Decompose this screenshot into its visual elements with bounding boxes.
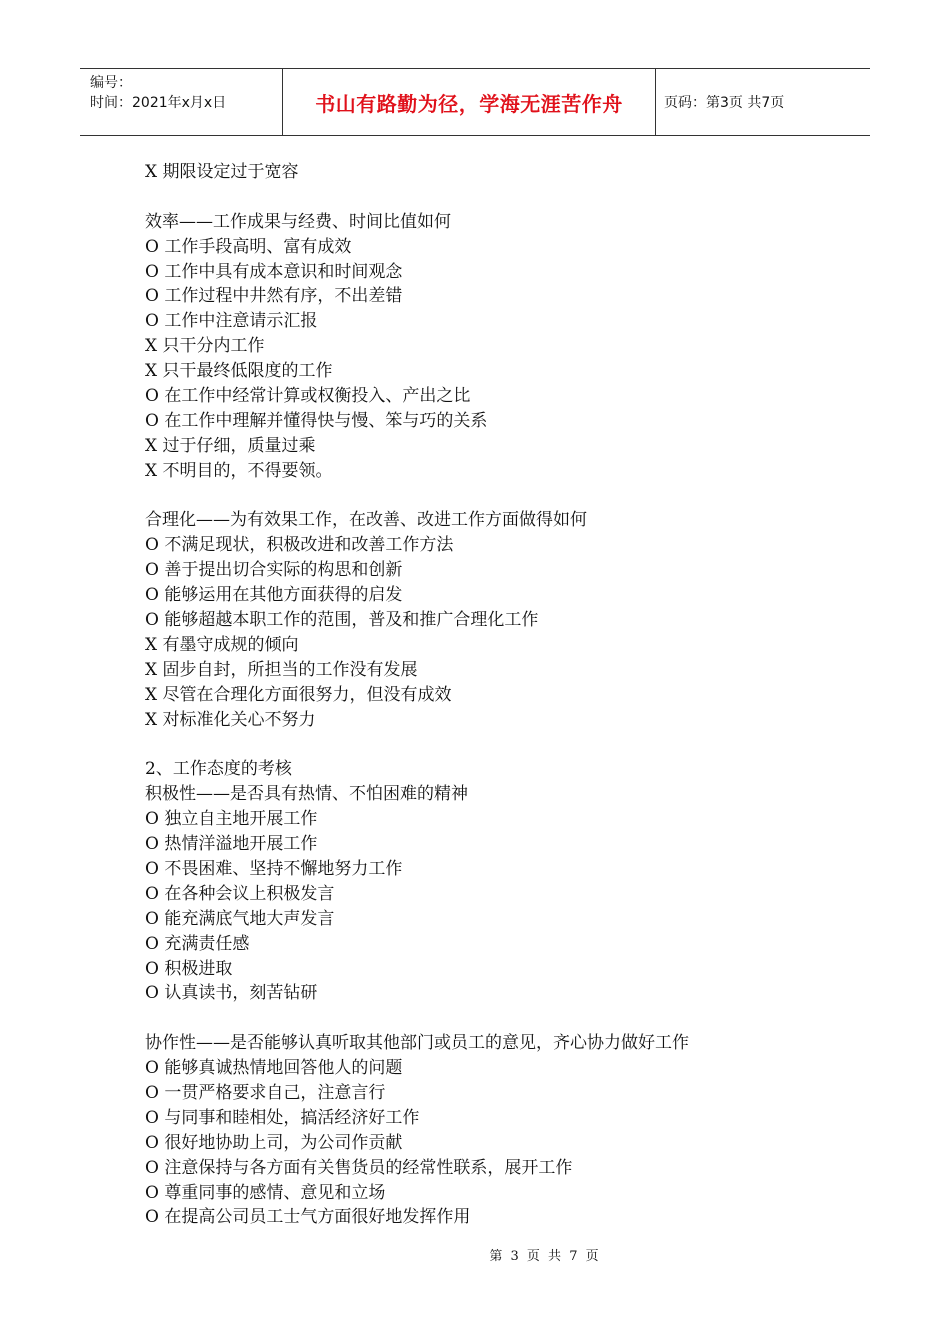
text-line: 积极性——是否具有热情、不怕困难的精神 [145,784,468,805]
text-line: O 与同事和睦相处，搞活经济好工作 [145,1107,420,1128]
text-line: O 工作过程中井然有序，不出差错 [145,286,403,307]
text-line: 效率——工作成果与经费、时间比值如何 [145,211,451,232]
text-line: X 有墨守成规的倾向 [145,634,299,655]
text-line: O 工作中注意请示汇报 [145,311,318,332]
text-line: X 不明目的，不得要领。 [145,460,333,481]
text-line: 2、工作态度的考核 [145,759,292,780]
page-footer: 第 3 页 共 7 页 [489,1249,601,1264]
text-line: O 独立自主地开展工作 [145,809,318,830]
text-line: X 只干分内工作 [145,336,265,357]
text-line: O 能够运用在其他方面获得的启发 [145,585,403,606]
text-line: O 积极进取 [145,958,233,979]
blank-line [145,1006,825,1031]
text-line: 协作性——是否能够认真听取其他部门或员工的意见，齐心协力做好工作 [145,1033,689,1054]
text-line: O 能够真诚热情地回答他人的问题 [145,1058,403,1079]
text-line: O 充满责任感 [145,933,250,954]
blank-line [145,484,825,509]
text-line: O 工作手段高明、富有成效 [145,236,352,257]
page-header [80,68,870,136]
text-line: O 很好地协助上司，为公司作贡献 [145,1132,403,1153]
text-line: O 不畏困难、坚持不懈地努力工作 [145,858,403,879]
header-motto: 书山有路勤为径，学海无涯苦作舟 [283,69,656,135]
text-line: X 期限设定过于宽容 [145,162,299,182]
document-time-label: 时间：2021年x月x日 [90,95,227,111]
text-line: 合理化——为有效果工作，在改善、改进工作方面做得如何 [145,510,587,531]
text-line: O 尊重同事的感情、意见和立场 [145,1182,386,1203]
text-line: O 能充满底气地大声发言 [145,908,335,929]
text-line: X 只干最终低限度的工作 [145,361,333,382]
blank-line [145,732,825,757]
text-line: O 在工作中理解并懂得快与慢、笨与巧的关系 [145,410,488,431]
document-body [145,160,825,1230]
text-line: X 尽管在合理化方面很努力，但没有成效 [145,684,452,705]
text-line: O 善于提出切合实际的构思和创新 [145,560,403,581]
text-line: O 在各种会议上积极发言 [145,883,335,904]
header-info-cell [80,69,283,135]
text-line: X 对标准化关心不努力 [145,709,316,730]
text-line: O 注意保持与各方面有关售货员的经常性联系，展开工作 [145,1157,573,1178]
text-line: X 过于仔细，质量过乘 [145,435,316,456]
text-line: X 固步自封，所担当的工作没有发展 [145,659,418,680]
text-line: O 工作中具有成本意识和时间观念 [145,261,403,282]
header-page-number: 页码：第3页 共7页 [664,95,785,111]
text-line: O 在提高公司员工士气方面很好地发挥作用 [145,1207,471,1228]
text-line: O 能够超越本职工作的范围，普及和推广合理化工作 [145,610,539,631]
text-line: O 一贯严格要求自己，注意言行 [145,1082,386,1103]
text-line: O 认真读书，刻苦钻研 [145,983,318,1004]
text-line: O 在工作中经常计算或权衡投入、产出之比 [145,386,471,407]
document-number-label: 编号： [90,75,132,91]
text-line: O 不满足现状，积极改进和改善工作方法 [145,535,454,556]
blank-line [145,185,825,210]
text-line: O 热情洋溢地开展工作 [145,834,318,855]
